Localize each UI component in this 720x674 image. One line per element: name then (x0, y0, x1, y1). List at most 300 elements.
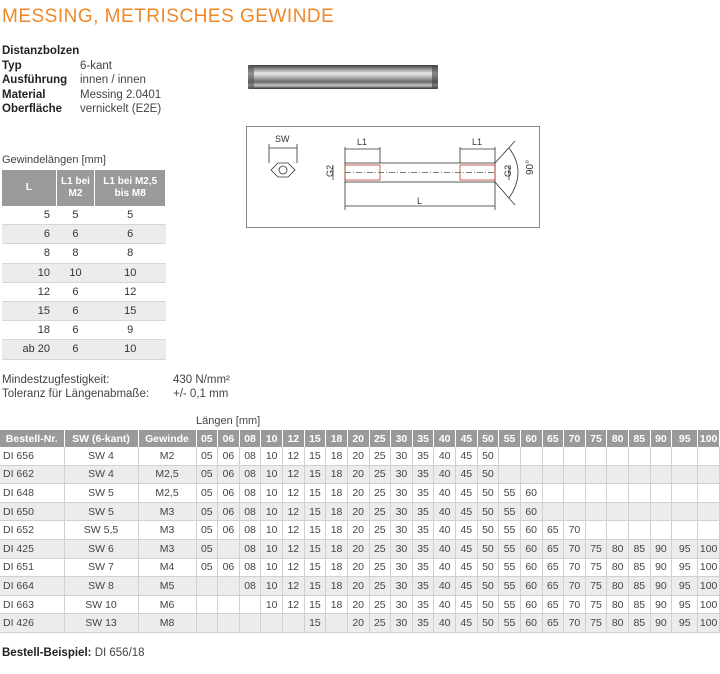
column-header: 85 (629, 430, 651, 447)
table-cell: 05 (196, 447, 218, 465)
table-cell: 45 (456, 465, 478, 484)
column-header: SW (6-kant) (64, 430, 138, 447)
table-cell: 10 (261, 595, 283, 614)
table-cell (520, 447, 542, 465)
table-cell: 85 (629, 558, 651, 577)
table-cell: 55 (499, 558, 521, 577)
table-cell: 65 (542, 595, 564, 614)
table-cell: 05 (196, 521, 218, 540)
column-header: 40 (434, 430, 456, 447)
property-ausfuehrung (2, 73, 161, 88)
table-cell: 6 (2, 225, 56, 244)
table-cell: 18 (326, 447, 348, 465)
table-row (2, 301, 166, 320)
table-cell: 85 (629, 595, 651, 614)
table-cell: 08 (239, 558, 261, 577)
table-row (0, 521, 720, 540)
table-cell: 30 (391, 502, 413, 521)
table-cell: 25 (369, 558, 391, 577)
table-cell: 25 (369, 539, 391, 558)
table-cell: 15 (95, 301, 166, 320)
table-cell (607, 502, 629, 521)
table-cell: 50 (477, 614, 499, 633)
thread-length-table-body (2, 206, 166, 359)
table-cell: 10 (56, 263, 95, 282)
table-cell: 15 (304, 484, 326, 503)
table-cell: 55 (499, 484, 521, 503)
table-cell: 06 (218, 521, 240, 540)
table-cell: 08 (239, 447, 261, 465)
table-row (0, 465, 720, 484)
table-cell: 6 (56, 301, 95, 320)
table-cell: 25 (369, 502, 391, 521)
order-example (2, 647, 145, 659)
table-cell: 30 (391, 484, 413, 503)
table-cell: 30 (391, 447, 413, 465)
dimension-label-l1-left: L1 (357, 137, 368, 147)
table-cell: 95 (672, 558, 698, 577)
column-header: 35 (412, 430, 434, 447)
table-cell: DI 656 (0, 447, 64, 465)
table-cell: 20 (347, 595, 369, 614)
table-cell (585, 447, 607, 465)
table-cell: 06 (218, 502, 240, 521)
table-cell (239, 595, 261, 614)
table-cell: 60 (520, 577, 542, 596)
table-cell (672, 447, 698, 465)
table-cell: 6 (56, 225, 95, 244)
table-cell: 25 (369, 484, 391, 503)
page-title: MESSING, METRISCHES GEWINDE (2, 6, 335, 27)
table-cell: M2 (138, 447, 196, 465)
table-cell: 10 (261, 577, 283, 596)
table-cell: 70 (564, 614, 586, 633)
table-cell: 90 (650, 577, 672, 596)
table-cell: 8 (95, 244, 166, 263)
table-cell (629, 484, 651, 503)
table-cell: 15 (304, 447, 326, 465)
table-cell: 15 (304, 558, 326, 577)
column-header: 12 (283, 430, 305, 447)
table-cell (218, 614, 240, 633)
column-header: 08 (239, 430, 261, 447)
table-cell (629, 447, 651, 465)
column-header: L1 bei M2 (56, 170, 95, 206)
table-cell: 10 (261, 539, 283, 558)
product-properties (2, 44, 161, 117)
table-cell: M8 (138, 614, 196, 633)
table-cell (607, 521, 629, 540)
table-cell: 10 (261, 484, 283, 503)
table-cell: 15 (304, 502, 326, 521)
column-header: 25 (369, 430, 391, 447)
table-cell: 40 (434, 577, 456, 596)
table-cell: 06 (218, 484, 240, 503)
table-cell: DI 426 (0, 614, 64, 633)
dimension-label-l: L (417, 196, 423, 206)
table-cell: 35 (412, 614, 434, 633)
table-cell: SW 6 (64, 539, 138, 558)
column-header: 06 (218, 430, 240, 447)
table-cell: SW 13 (64, 614, 138, 633)
property-material (2, 88, 161, 103)
column-header: 30 (391, 430, 413, 447)
table-cell: 55 (499, 539, 521, 558)
table-cell: 30 (391, 595, 413, 614)
table-cell: 80 (607, 577, 629, 596)
table-cell: 10 (261, 521, 283, 540)
table-cell: 40 (434, 484, 456, 503)
table-cell: SW 4 (64, 447, 138, 465)
table-cell: 55 (499, 502, 521, 521)
table-cell: 50 (477, 539, 499, 558)
table-cell: 40 (434, 502, 456, 521)
table-cell: SW 5 (64, 484, 138, 503)
table-cell: 05 (196, 465, 218, 484)
table-cell: 60 (520, 558, 542, 577)
table-cell: 35 (412, 577, 434, 596)
table-cell: 18 (326, 558, 348, 577)
table-cell: 35 (412, 521, 434, 540)
table-cell: 45 (456, 577, 478, 596)
table-cell: 15 (304, 577, 326, 596)
column-header: 65 (542, 430, 564, 447)
table-cell: SW 5,5 (64, 521, 138, 540)
table-cell (564, 447, 586, 465)
table-cell: 40 (434, 539, 456, 558)
property-distanzbolzen (2, 44, 161, 59)
table-cell: 60 (520, 539, 542, 558)
table-cell: 45 (456, 614, 478, 633)
property-key: Distanzbolzen (2, 45, 80, 57)
table-cell: 100 (698, 595, 720, 614)
column-header: 50 (477, 430, 499, 447)
table-cell (698, 484, 720, 503)
table-cell: 20 (347, 465, 369, 484)
table-cell: 50 (477, 465, 499, 484)
lengths-caption: Längen [mm] (196, 415, 261, 427)
property-value: vernickelt (E2E) (80, 103, 162, 115)
order-table-body (0, 447, 720, 632)
column-header: L (2, 170, 56, 206)
table-cell: 45 (456, 558, 478, 577)
table-cell: 18 (326, 521, 348, 540)
table-cell: 15 (304, 595, 326, 614)
table-cell (585, 502, 607, 521)
table-cell: M3 (138, 521, 196, 540)
table-cell: 95 (672, 577, 698, 596)
table-cell: 50 (477, 484, 499, 503)
table-cell: 75 (585, 539, 607, 558)
table-cell: 75 (585, 577, 607, 596)
table-cell: 85 (629, 577, 651, 596)
table-row (2, 225, 166, 244)
column-header: 05 (196, 430, 218, 447)
table-cell: SW 4 (64, 465, 138, 484)
table-cell: 20 (347, 539, 369, 558)
table-cell: 15 (2, 301, 56, 320)
table-cell: 75 (585, 558, 607, 577)
table-cell: 85 (629, 614, 651, 633)
table-cell: 10 (2, 263, 56, 282)
table-cell: 25 (369, 595, 391, 614)
table-cell: DI 648 (0, 484, 64, 503)
table-cell: M3 (138, 539, 196, 558)
table-cell: 05 (196, 502, 218, 521)
table-cell: 10 (261, 558, 283, 577)
table-cell: 5 (56, 206, 95, 225)
table-cell: 12 (283, 502, 305, 521)
table-cell: 30 (391, 465, 413, 484)
table-cell: 35 (412, 539, 434, 558)
table-cell: 50 (477, 577, 499, 596)
table-cell: 90 (650, 558, 672, 577)
table-cell (650, 447, 672, 465)
table-cell: 08 (239, 539, 261, 558)
table-cell: 12 (283, 595, 305, 614)
table-cell: 100 (698, 614, 720, 633)
table-cell: 06 (218, 465, 240, 484)
table-cell: 15 (304, 614, 326, 633)
table-cell (672, 502, 698, 521)
table-row (2, 206, 166, 225)
table-cell (283, 614, 305, 633)
column-header: 55 (499, 430, 521, 447)
table-cell: 70 (564, 521, 586, 540)
column-header: 90 (650, 430, 672, 447)
table-cell: 80 (607, 595, 629, 614)
table-row (2, 321, 166, 340)
table-row (0, 558, 720, 577)
column-header: Gewinde (138, 430, 196, 447)
table-cell (499, 465, 521, 484)
table-cell: M3 (138, 502, 196, 521)
table-cell: M4 (138, 558, 196, 577)
table-cell: 25 (369, 521, 391, 540)
table-cell: 100 (698, 539, 720, 558)
table-row (0, 447, 720, 465)
table-cell: DI 652 (0, 521, 64, 540)
table-cell: 25 (369, 577, 391, 596)
thread-length-caption: Gewindelängen [mm] (2, 154, 106, 166)
table-cell: 100 (698, 577, 720, 596)
table-cell: 06 (218, 558, 240, 577)
table-cell: 45 (456, 484, 478, 503)
table-cell: 70 (564, 558, 586, 577)
table-cell: 75 (585, 614, 607, 633)
table-cell: 35 (412, 447, 434, 465)
table-cell: 15 (304, 465, 326, 484)
technical-drawing (246, 126, 540, 228)
table-row (2, 263, 166, 282)
table-cell: 6 (95, 225, 166, 244)
table-cell: 95 (672, 614, 698, 633)
table-cell: 6 (56, 282, 95, 301)
table-cell: 55 (499, 614, 521, 633)
column-header: 18 (326, 430, 348, 447)
dimension-label-g2-left: G2 (325, 164, 335, 177)
table-cell: 8 (56, 244, 95, 263)
column-header: 95 (672, 430, 698, 447)
table-cell (698, 521, 720, 540)
table-cell: 40 (434, 521, 456, 540)
table-cell: 25 (369, 447, 391, 465)
table-cell: 30 (391, 614, 413, 633)
table-cell: 06 (218, 447, 240, 465)
table-cell: 50 (477, 447, 499, 465)
table-cell (542, 447, 564, 465)
column-header: 70 (564, 430, 586, 447)
table-row (0, 539, 720, 558)
table-cell (650, 502, 672, 521)
table-cell: 95 (672, 595, 698, 614)
mechanical-key: Toleranz für Längenabmaße: (2, 388, 150, 400)
table-cell: 55 (499, 521, 521, 540)
table-cell: 12 (283, 521, 305, 540)
table-cell: 40 (434, 595, 456, 614)
table-cell (218, 577, 240, 596)
table-cell: 05 (196, 484, 218, 503)
table-cell: 30 (391, 558, 413, 577)
table-cell: 65 (542, 521, 564, 540)
property-value: innen / innen (80, 74, 146, 86)
table-cell: 6 (56, 340, 95, 359)
table-cell: 20 (347, 521, 369, 540)
table-cell: 08 (239, 521, 261, 540)
table-cell: DI 651 (0, 558, 64, 577)
table-cell: 85 (629, 539, 651, 558)
table-cell: 20 (347, 484, 369, 503)
dimension-label-angle: 90° (525, 159, 536, 175)
table-cell: 05 (196, 558, 218, 577)
property-value: Messing 2.0401 (80, 88, 162, 101)
table-cell (218, 595, 240, 614)
table-cell: 25 (369, 465, 391, 484)
table-cell: 15 (304, 539, 326, 558)
table-cell: DI 664 (0, 577, 64, 596)
table-cell: 90 (650, 614, 672, 633)
table-cell: 18 (326, 577, 348, 596)
table-cell: 18 (326, 502, 348, 521)
table-cell: 12 (283, 539, 305, 558)
table-cell: 70 (564, 577, 586, 596)
table-cell: 5 (95, 206, 166, 225)
table-cell: SW 8 (64, 577, 138, 596)
property-value: 6-kant (80, 59, 112, 72)
table-cell: 70 (564, 539, 586, 558)
dimension-label-sw: SW (275, 134, 290, 144)
table-cell (650, 484, 672, 503)
table-cell: 55 (499, 595, 521, 614)
table-cell (564, 465, 586, 484)
table-cell (672, 521, 698, 540)
table-cell: M2,5 (138, 465, 196, 484)
mechanical-key: Mindestzugfestigkeit: (2, 374, 110, 386)
column-header: Bestell-Nr. (0, 430, 64, 447)
dimension-label-l1-right: L1 (472, 137, 483, 147)
column-header: L1 bei M2,5 bis M8 (95, 170, 166, 206)
table-cell: 35 (412, 595, 434, 614)
table-cell: M2,5 (138, 484, 196, 503)
order-example-label: Bestell-Beispiel: (2, 647, 92, 659)
table-cell: 65 (542, 558, 564, 577)
table-cell: 5 (2, 206, 56, 225)
table-cell: 08 (239, 465, 261, 484)
table-cell: 18 (326, 465, 348, 484)
order-example-value: DI 656/18 (94, 647, 145, 659)
table-cell (629, 465, 651, 484)
mechanical-row (2, 373, 230, 387)
table-row (2, 282, 166, 301)
property-typ (2, 59, 161, 74)
thread-length-table (2, 170, 166, 360)
table-cell: SW 7 (64, 558, 138, 577)
table-cell: 10 (261, 447, 283, 465)
table-cell: 40 (434, 447, 456, 465)
table-cell: 18 (326, 484, 348, 503)
table-cell: 9 (95, 321, 166, 340)
table-cell (326, 614, 348, 633)
table-cell: 8 (2, 244, 56, 263)
column-header: 60 (520, 430, 542, 447)
table-cell (607, 484, 629, 503)
table-row (0, 502, 720, 521)
table-cell (672, 484, 698, 503)
table-cell: DI 425 (0, 539, 64, 558)
table-cell (239, 614, 261, 633)
table-cell: 12 (2, 282, 56, 301)
standoff-product-image (246, 62, 440, 92)
mechanical-value: 430 N/mm² (173, 374, 230, 386)
table-cell: 20 (347, 614, 369, 633)
table-cell: 40 (434, 558, 456, 577)
table-cell (564, 484, 586, 503)
table-cell: 18 (2, 321, 56, 340)
table-cell: 60 (520, 614, 542, 633)
table-cell (542, 484, 564, 503)
column-header: 10 (261, 430, 283, 447)
table-cell: 20 (347, 502, 369, 521)
table-row (0, 484, 720, 503)
table-cell: 10 (261, 502, 283, 521)
table-cell: 12 (283, 447, 305, 465)
table-cell: 08 (239, 577, 261, 596)
table-cell: 45 (456, 521, 478, 540)
table-cell (542, 465, 564, 484)
table-cell: 65 (542, 614, 564, 633)
table-cell: 35 (412, 502, 434, 521)
table-header-row (0, 430, 720, 447)
column-header: 100 (698, 430, 720, 447)
table-cell: 12 (283, 558, 305, 577)
table-cell: 12 (95, 282, 166, 301)
table-cell (564, 502, 586, 521)
table-cell: 35 (412, 484, 434, 503)
table-cell: 18 (326, 539, 348, 558)
table-cell (698, 502, 720, 521)
mechanical-value: +/- 0,1 mm (173, 388, 229, 400)
table-cell: 45 (456, 447, 478, 465)
table-cell: 45 (456, 539, 478, 558)
table-cell: DI 650 (0, 502, 64, 521)
table-cell (629, 521, 651, 540)
table-cell: 65 (542, 577, 564, 596)
table-cell: 50 (477, 502, 499, 521)
table-cell: 35 (412, 465, 434, 484)
table-cell (698, 447, 720, 465)
table-cell: 25 (369, 614, 391, 633)
table-cell: 50 (477, 595, 499, 614)
